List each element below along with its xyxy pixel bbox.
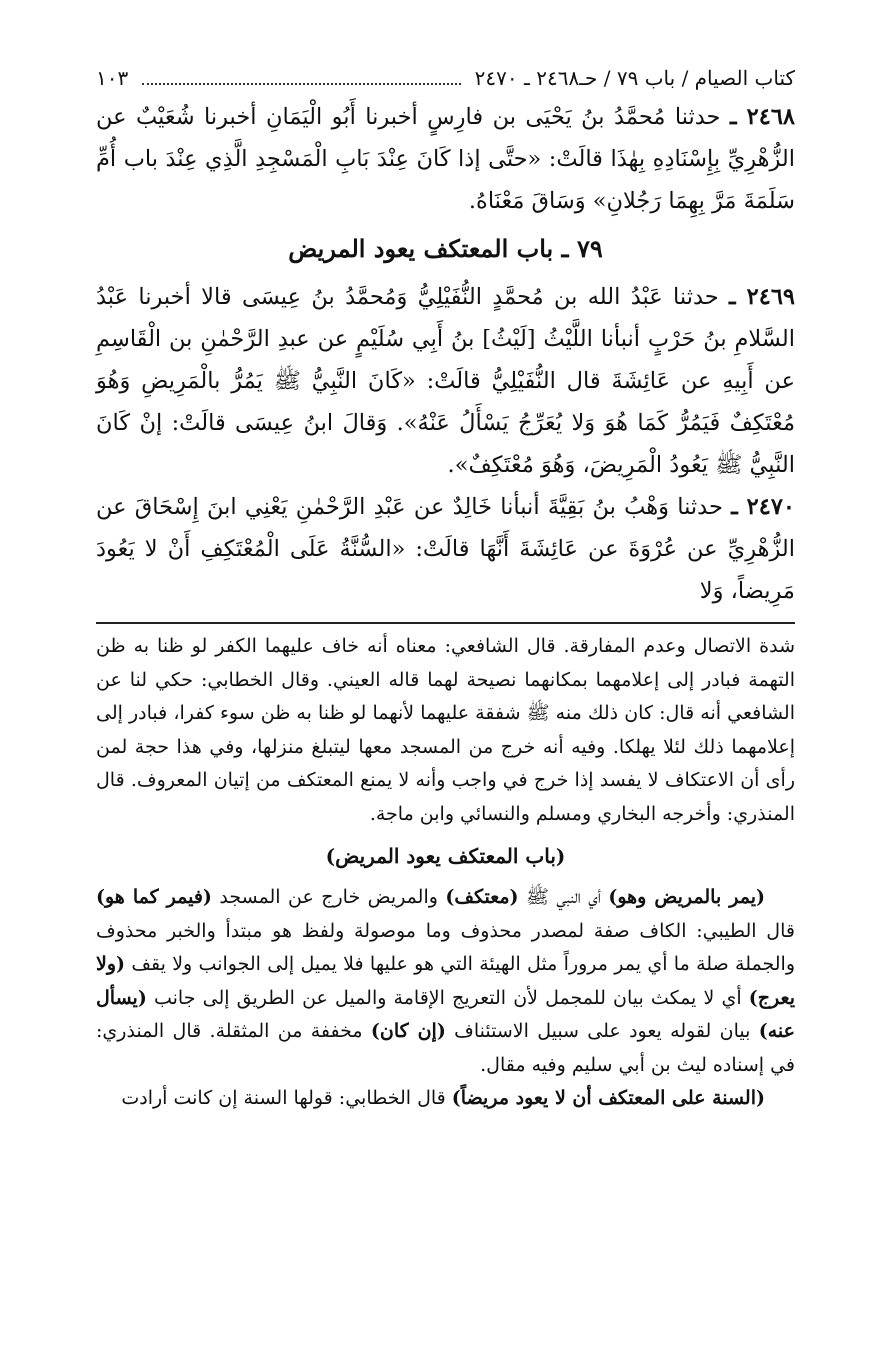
commentary-text: قال الخطابي: قولها السنة إن كانت أرادت — [121, 1087, 452, 1109]
hadith-text: حدثنا عَبْدُ الله بن مُحمَّدٍ النُّفَيْلِيُّ وَمُحمَّدُ بنُ عِيسَى قالا أخبرنا عَبْدُ السَّلامِ بنُ حَرْبٍ أنبأنا اللَّيْثُ [لَيْثُ] بنُ أَبِي سُلَيْمٍ عن عبدِ الرَّحْمٰنِ بن الْقَاسِمِ عن أَبِيهِ عن عَائِشَةَ قال النُّفَيْلِيُّ قالَتْ: «كَانَ النَّبِيُّ ﷺ يَمُرُّ بالْمَرِيضِ وَهُوَ مُعْتَكِفٌ فَيَمُرُّ كَمَا هُوَ وَلا يُعَرِّجُ يَسْأَلُ عَنْهُ». وَقالَ ابنُ عِيسَى قالَتْ: إنْ كَانَ النَّبِيُّ ﷺ يَعُودُ الْمَرِيضَ، وَهُوَ مُعْتَكِفٌ». — [96, 284, 795, 478]
quoted-phrase: (يسأل عنه) — [96, 986, 795, 1042]
quoted-phrase: (السنة على المعتكف أن لا يعود مريضاً) — [451, 1087, 765, 1109]
page-header — [96, 60, 795, 96]
header-dot-leader — [142, 83, 460, 85]
running-title: كتاب الصيام / باب ٧٩ / حـ٢٤٦٨ ـ ٢٤٧٠ — [474, 66, 795, 90]
quoted-phrase: (يمر بالمريض وهو) — [608, 886, 765, 908]
hadith-number: ٢٤٧٠ ـ — [731, 494, 795, 520]
hadith-text: حدثنا مُحمَّدُ بنُ يَحْيَى بن فارِسٍ أخبرنا أَبُو الْيَمَانِ أخبرنا شُعَيْبٌ عن الزُّهْرِيِّ بِإِسْنَادِهِ بِهٰذَا قالَتْ: «حتَّى إذا كَانَ عِنْدَ بَابِ الْمَسْجِدِ الَّذِي عِنْدَ باب أُمِّ سَلَمَةَ مَرَّ بِهِمَا رَجُلانِ» وَسَاقَ مَعْنَاهُ. — [96, 104, 795, 214]
commentary-text: أي لا يمكث بيان للمجمل لأن التعريج الإقامة والميل عن الطريق إلى جانب — [146, 986, 749, 1009]
commentary-text: والمريض خارج عن المسجد — [211, 886, 446, 908]
commentary-paragraph — [96, 881, 795, 1082]
chapter-heading: ٧٩ ـ باب المعتكف يعود المريض — [288, 234, 603, 263]
footnote-divider — [96, 622, 795, 624]
commentary-text: بيان لقوله يعود على سبيل الاستئناف — [445, 1020, 759, 1042]
quoted-phrase: (معتكف) — [445, 886, 519, 908]
hadith-text: حدثنا وَهْبُ بنُ بَقِيَّةَ أنبأنا خَالِدٌ عن عَبْدِ الرَّحْمٰنِ يَعْنِي ابنَ إِسْحَاقَ عن الزُّهْرِيِّ عن عُرْوَةَ عن عَائِشَةَ أَنَّهَا قالَتْ: «السُّنَّةُ عَلَى الْمُعْتَكِفِ أَنْ لا يَعُودَ مَرِيضاً، وَلا — [96, 494, 795, 604]
commentary-text: مخففة من المثقلة. قال المنذري: في إسناده ليث بن أبي سليم وفيه مقال. — [96, 1020, 795, 1076]
commentary-paragraph: شدة الاتصال وعدم المفارقة. قال الشافعي: معناه أنه خاف عليهما الكفر لو ظنا به ظن التهمة فبادر إلى إعلامهما بمكانهما نصيحة لهما قاله العيني. وقال الخطابي: حكي لنا عن الشافعي أنه قال: كان ذلك منه ﷺ شفقة عليهما لأنهما لو ظنا به ظن سوء كفرا، فبادر إلى إعلامهما ذلك لئلا يهلكا. وفيه أنه خرج من المسجد معها ليتبلغ منزلها، وفي هذا حجة لمن رأى أن الاعتكاف لا يفسد إذا خرج في واجب وأنه لا يمنع المعتكف من إتيان المعروف. قال المنذري: وأخرجه البخاري ومسلم والنسائي وابن ماجة. — [96, 635, 796, 825]
hadith-2470 — [96, 486, 795, 612]
hadith-2468 — [96, 96, 795, 222]
hadith-number: ٢٤٦٩ ـ — [729, 284, 795, 310]
commentary-paragraph — [96, 1082, 795, 1116]
quoted-phrase: (ولا يعرج) — [96, 953, 795, 1009]
commentary-text: أي النبي ﷺ — [518, 886, 609, 908]
hadith-number: ٢٤٦٨ ـ — [729, 104, 795, 130]
hadith-2469 — [96, 276, 795, 486]
commentary-text: قال الطيبي: الكاف صفة لمصدر محذوف وما موصولة ولفظ هو مبتدأ والخبر محذوف والجملة صلة ما أي يمر مروراً مثل الهيئة التي هو عليها فلا يميل إلى الجوانب ولا يقف — [96, 919, 795, 975]
page-number: ١٠٣ — [96, 66, 129, 90]
quoted-phrase: (إن كان) — [370, 1020, 446, 1042]
quoted-phrase: (فيمر كما هو) — [96, 886, 212, 908]
commentary-chapter-title: (باب المعتكف يعود المريض) — [325, 844, 566, 868]
